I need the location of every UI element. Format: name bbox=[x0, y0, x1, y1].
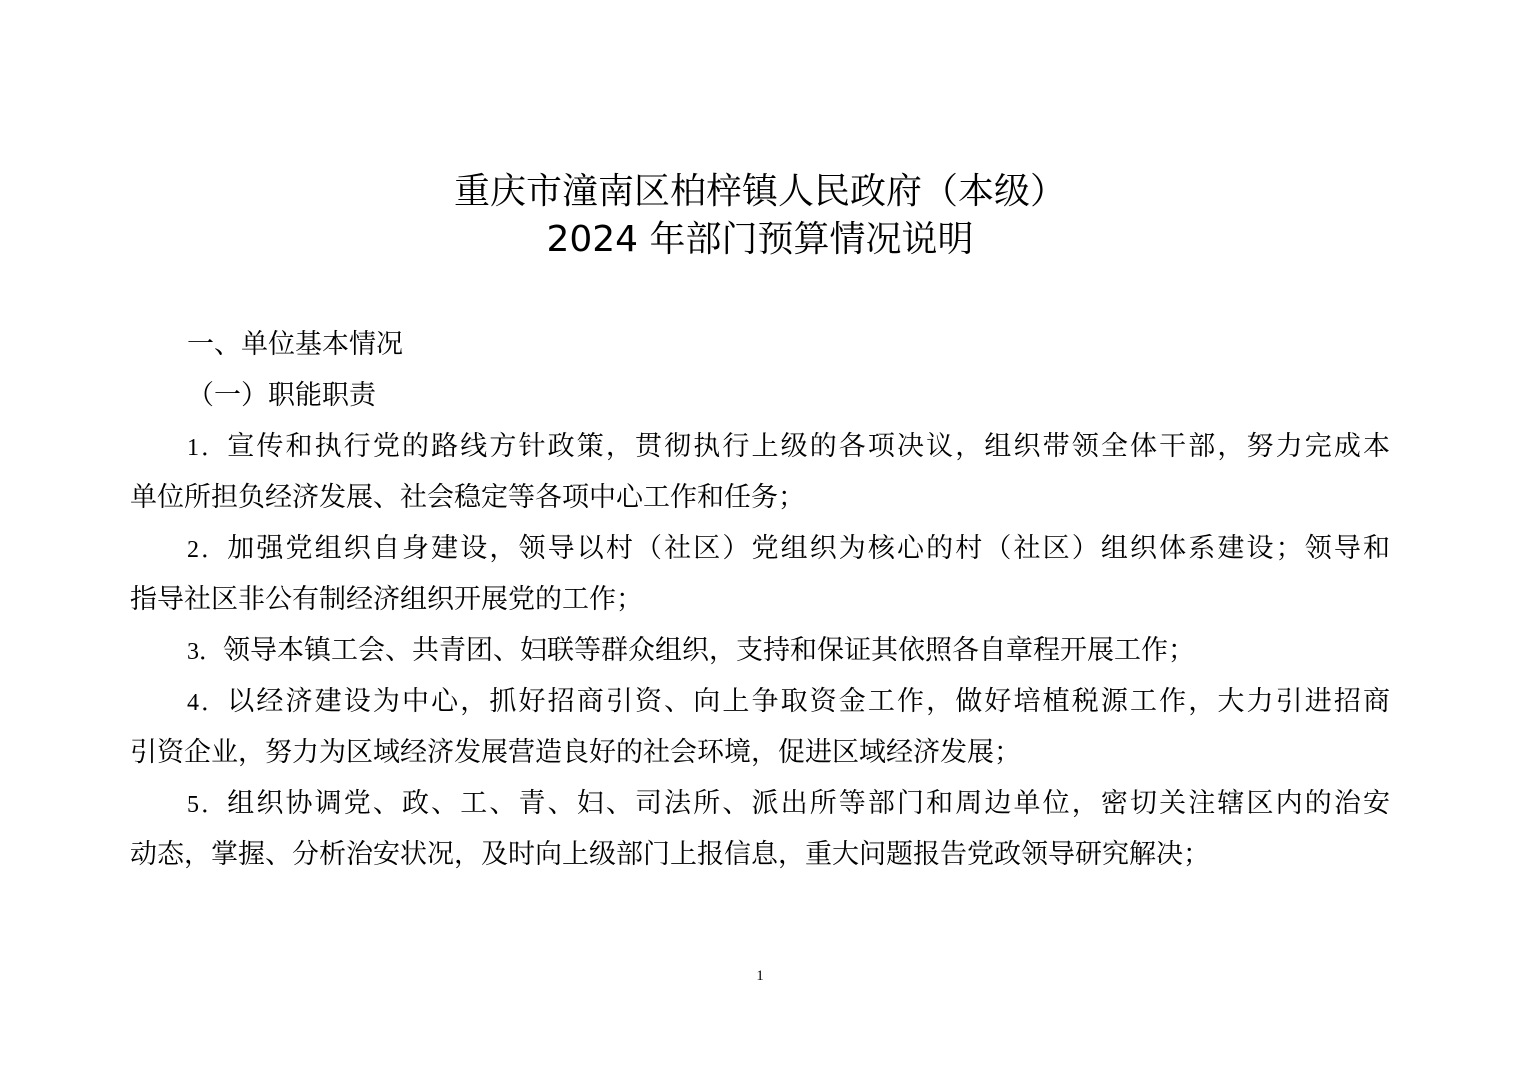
duty-item-2-number: 2． bbox=[187, 537, 228, 563]
duty-item-1 bbox=[130, 421, 1390, 523]
duty-item-4-line-1 bbox=[130, 676, 1390, 727]
duty-item-4-line-2: 引资企业，努力为区域经济发展营造良好的社会环境，促进区域经济发展； bbox=[130, 737, 1021, 768]
page-title-line-2: 2024 年部门预算情况说明 bbox=[546, 219, 974, 260]
duty-item-3 bbox=[130, 625, 1390, 676]
page-number: 1 bbox=[756, 968, 764, 984]
duty-item-2 bbox=[130, 523, 1390, 625]
duty-item-4 bbox=[130, 676, 1390, 778]
duty-item-5 bbox=[130, 778, 1390, 880]
page-title-line-1: 重庆市潼南区柏梓镇人民政府（本级） bbox=[453, 171, 1066, 212]
duty-item-1-number: 1． bbox=[187, 435, 228, 461]
duty-item-5-number: 5． bbox=[187, 792, 228, 818]
duty-item-3-number: 3． bbox=[187, 639, 223, 665]
duty-item-1-line-1 bbox=[130, 421, 1390, 472]
section-heading: 一、单位基本情况 bbox=[187, 329, 403, 360]
duty-item-4-text-1: 以经济建设为中心，抓好招商引资、向上争取资金工作，做好培植税源工作，大力引进招商 bbox=[227, 686, 1391, 717]
duty-item-5-line-1 bbox=[130, 778, 1390, 829]
subsection-heading: （一）职能职责 bbox=[187, 380, 376, 411]
duty-item-2-line-2: 指导社区非公有制经济组织开展党的工作； bbox=[130, 584, 643, 615]
duty-item-2-line-1 bbox=[130, 523, 1390, 574]
duty-item-3-text-1: 领导本镇工会、共青团、妇联等群众组织，支持和保证其依照各自章程开展工作； bbox=[223, 635, 1195, 666]
duty-item-5-line-2: 动态，掌握、分析治安状况，及时向上级部门上报信息，重大问题报告党政领导研究解决； bbox=[130, 839, 1210, 870]
duty-item-3-line-1 bbox=[130, 625, 1390, 676]
duty-item-5-text-1: 组织协调党、政、工、青、妇、司法所、派出所等部门和周边单位，密切关注辖区内的治安 bbox=[227, 788, 1391, 819]
duty-item-1-text-1: 宣传和执行党的路线方针政策，贯彻执行上级的各项决议，组织带领全体干部，努力完成本 bbox=[227, 431, 1391, 462]
duty-item-4-number: 4． bbox=[187, 690, 228, 716]
duty-item-2-text-1: 加强党组织自身建设，领导以村（社区）党组织为核心的村（社区）组织体系建设；领导和 bbox=[227, 533, 1391, 564]
duty-item-1-line-2: 单位所担负经济发展、社会稳定等各项中心工作和任务； bbox=[130, 482, 805, 513]
